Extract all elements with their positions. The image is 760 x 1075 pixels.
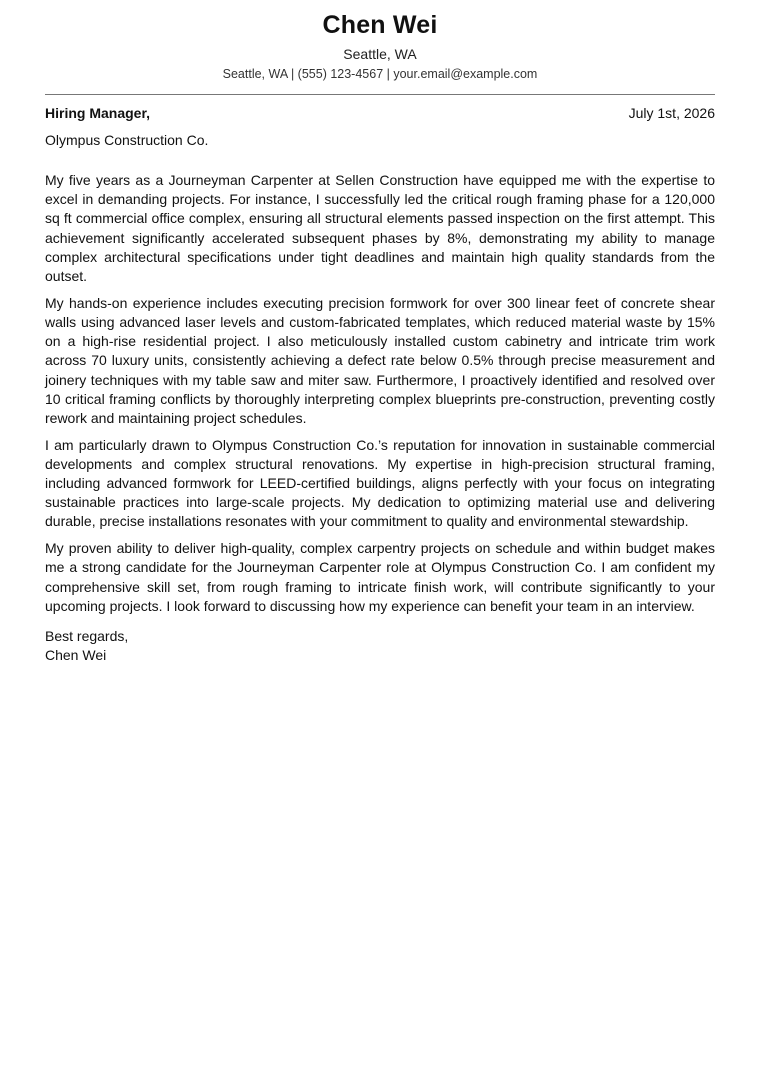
header-divider <box>45 94 715 95</box>
signature-name: Chen Wei <box>45 646 107 663</box>
salutation: Hiring Manager, <box>45 105 151 121</box>
sign-off: Best regards, <box>45 627 129 644</box>
letter-body <box>45 171 715 616</box>
recipient-row <box>45 104 715 122</box>
letter-header <box>45 0 715 82</box>
body-paragraph: My proven ability to deliver high-quality, complex carpentry projects on schedule and within budget makes me a strong candidate for the Journeyman Carpenter role at Olympus Construction Co. I am confident my comprehensive skill set, from rough framing to intricate finish work, will contribute significantly to your upcoming projects. I look forward to discussing how my experience can benefit your team in an interview. <box>45 540 715 614</box>
body-paragraph: My hands-on experience includes executing precision formwork for over 300 linear feet of concrete shear walls using advanced laser levels and custom-fabricated templates, which reduced material waste by 15% on a high-rise residential project. I also meticulously installed custom cabinetry and intricate trim work across 70 luxury units, consistently achieving a defect rate below 0.5% through precise measurement and joinery techniques with my table saw and miter saw. Furthermore, I proactively identified and resolved over 10 critical framing conflicts by thoroughly interpreting complex blueprints pre-construction, preventing costly rework and maintaining project schedules. <box>45 294 715 426</box>
recipient-company: Olympus Construction Co. <box>45 132 209 148</box>
letter-closing <box>45 627 715 665</box>
applicant-name: Chen Wei <box>322 11 438 39</box>
body-paragraph: My five years as a Journeyman Carpenter at Sellen Construction have equipped me with the expertise to excel in demanding projects. For instance, I successfully led the critical rough framing phase for a 120,000 sq ft commercial office complex, ensuring all structural elements passed inspection on the first attempt. This achievement significantly accelerated subsequent phases by 8%, demonstrating my ability to manage complex architectural specifications under tight deadlines and maintain high quality standards from the outset. <box>45 172 715 285</box>
applicant-location: Seattle, WA <box>343 46 417 62</box>
body-paragraph: I am particularly drawn to Olympus Construction Co.’s reputation for innovation in sustainable commercial developments and complex structural renovations. My expertise in high-precision structural framing, including advanced formwork for LEED-certified buildings, aligns perfectly with your focus on integrating sustainable practices into large-scale projects. My dedication to optimizing material use and delivering durable, precise installations resonates with your commitment to quality and environmental stewardship. <box>45 436 715 530</box>
contact-line: Seattle, WA | (555) 123-4567 | your.email@example.com <box>222 67 538 81</box>
letter-date: July 1st, 2026 <box>628 105 715 121</box>
